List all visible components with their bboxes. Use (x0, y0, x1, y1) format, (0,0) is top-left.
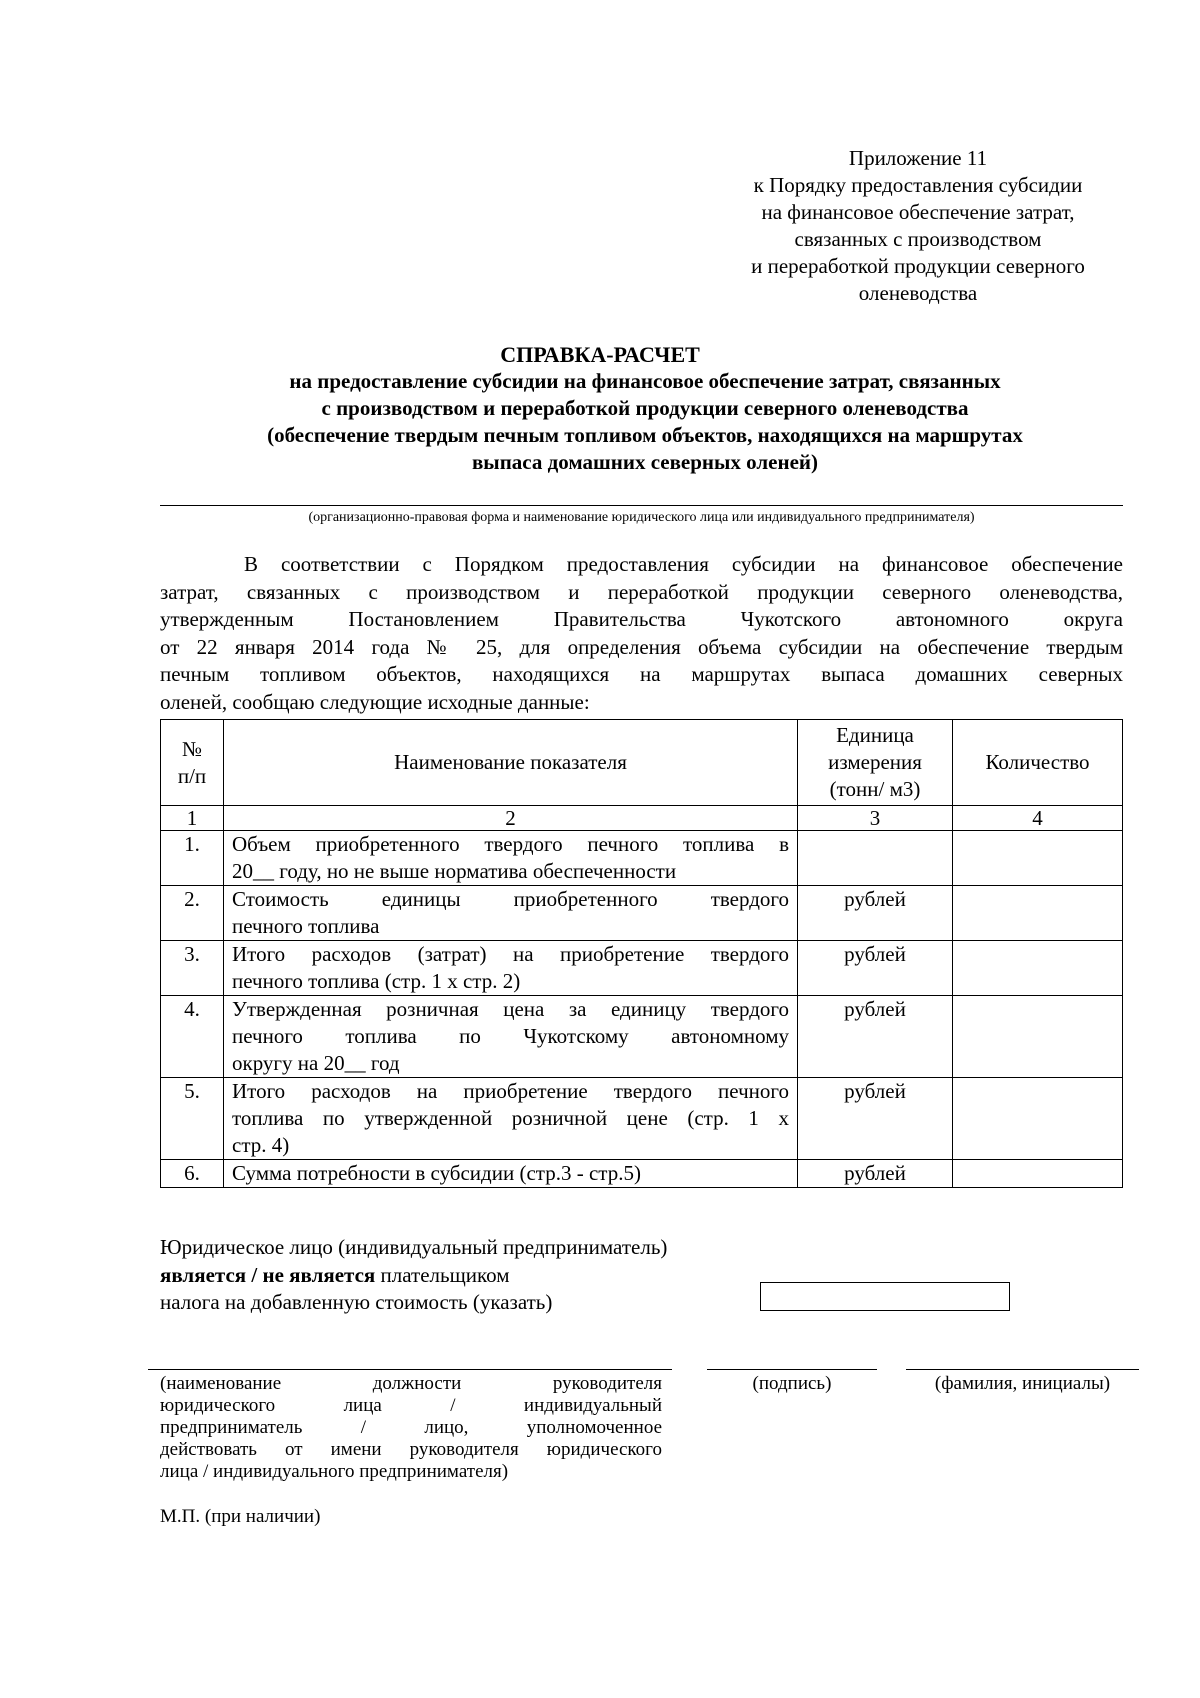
stamp-caption: М.П. (при наличии) (160, 1506, 321, 1527)
row-indicator: Стоимость единицы приобретенного твердого печного топлива (224, 886, 798, 941)
row-indicator: Утвержденная розничная цена за единицу твердого печного топлива по Чукотскому автономному округу на 20__ год (224, 996, 798, 1078)
position-fill-line[interactable] (148, 1369, 672, 1370)
row-indicator: Объем приобретенного твердого печного топлива в 20__ году, но не выше норматива обеспеченности (224, 831, 798, 886)
row-number: 6. (161, 1160, 224, 1188)
header-number: № п/п (161, 720, 224, 806)
table-header-row (161, 720, 1123, 806)
row-unit (798, 831, 953, 886)
table-row (161, 941, 1123, 996)
row-quantity-input[interactable] (953, 941, 1123, 996)
document-subtitle (170, 368, 1120, 476)
taxpayer-statement (160, 1234, 667, 1317)
header-indicator-name: Наименование показателя (224, 720, 798, 806)
row-unit: рублей (798, 1078, 953, 1160)
index-cell: 3 (798, 806, 953, 831)
subtitle-line: на предоставление субсидии на финансовое обеспечение затрат, связанных (289, 369, 1001, 393)
row-number: 3. (161, 941, 224, 996)
row-quantity-input[interactable] (953, 1160, 1123, 1188)
row-number: 4. (161, 996, 224, 1078)
intro-paragraph (160, 551, 1123, 716)
table-row (161, 886, 1123, 941)
row-quantity-input[interactable] (953, 831, 1123, 886)
row-unit: рублей (798, 1160, 953, 1188)
table-row (161, 1160, 1123, 1188)
row-indicator: Сумма потребности в субсидии (стр.3 - стр.5) (224, 1160, 798, 1188)
row-quantity-input[interactable] (953, 886, 1123, 941)
name-fill-line[interactable] (906, 1369, 1139, 1370)
header-unit: Единица измерения (тонн/ м3) (798, 720, 953, 806)
index-cell: 2 (224, 806, 798, 831)
appendix-line: Приложение 11 (848, 146, 988, 170)
row-indicator: Итого расходов на приобретение твердого печного топлива по утвержденной розничной цене (стр. 1 х стр. 4) (224, 1078, 798, 1160)
appendix-line: на финансовое обеспечение затрат, (761, 200, 1075, 224)
organization-caption: (организационно-правовая форма и наименование юридического лица или индивидуального предпринимателя) (308, 510, 975, 525)
vat-input-box[interactable] (760, 1282, 1010, 1311)
taxpayer-line: налога на добавленную стоимость (указать) (160, 1290, 553, 1314)
name-caption: (фамилия, инициалы) (934, 1373, 1111, 1394)
signature-caption: (подпись) (752, 1373, 832, 1394)
paragraph-line: В соответствии с Порядком предоставления субсидии на финансовое обеспечение (244, 552, 1123, 576)
paragraph-line: оленей, сообщаю следующие исходные данные: (160, 689, 590, 714)
appendix-line: к Порядку предоставления субсидии (753, 173, 1083, 197)
row-quantity-input[interactable] (953, 1078, 1123, 1160)
indicators-table (160, 719, 1123, 1188)
row-unit: рублей (798, 996, 953, 1078)
row-unit: рублей (798, 941, 953, 996)
paragraph-line: утвержденным Постановлением Правительства Чукотского автономного округа (160, 607, 1123, 631)
index-cell: 4 (953, 806, 1123, 831)
document-title: СПРАВКА-РАСЧЕТ (500, 342, 700, 367)
appendix-line: оленеводства (858, 281, 978, 305)
appendix-line: связанных с производством (794, 227, 1042, 251)
table-row (161, 996, 1123, 1078)
row-number: 1. (161, 831, 224, 886)
table-index-row (161, 806, 1123, 831)
organization-fill-line[interactable] (160, 505, 1123, 506)
taxpayer-line: Юридическое лицо (индивидуальный предприниматель) (160, 1235, 668, 1259)
row-unit: рублей (798, 886, 953, 941)
paragraph-line: затрат, связанных с производством и переработкой продукции северного оленеводства, (160, 579, 1123, 604)
subtitle-line: (обеспечение твердым печным топливом объектов, находящихся на маршрутах (267, 423, 1023, 447)
index-cell: 1 (161, 806, 224, 831)
taxpayer-status-line: является / не является плательщиком (160, 1262, 510, 1287)
appendix-block (718, 145, 1118, 307)
taxpayer-status-choice[interactable]: является / не является (160, 1262, 376, 1287)
row-number: 5. (161, 1078, 224, 1160)
subtitle-line: выпаса домашних северных оленей) (471, 450, 819, 474)
table-row (161, 1078, 1123, 1160)
position-caption: (наименование должности руководителя юридического лица / индивидуальный предприниматель / лицо, уполномоченное действовать от имени руководителя юридического лица / индивидуального предпринимателя) (160, 1373, 662, 1482)
appendix-line: и переработкой продукции северного (751, 254, 1085, 278)
subtitle-line: с производством и переработкой продукции северного оленеводства (321, 396, 969, 420)
paragraph-line: от 22 января 2014 года № 25, для определения объема субсидии на обеспечение твердым (160, 634, 1123, 659)
header-quantity: Количество (953, 720, 1123, 806)
row-number: 2. (161, 886, 224, 941)
signature-fill-line[interactable] (707, 1369, 877, 1370)
table-row (161, 831, 1123, 886)
paragraph-line: печным топливом объектов, находящихся на маршрутах выпаса домашних северных (160, 662, 1123, 686)
row-quantity-input[interactable] (953, 996, 1123, 1078)
row-indicator: Итого расходов (затрат) на приобретение твердого печного топлива (стр. 1 х стр. 2) (224, 941, 798, 996)
